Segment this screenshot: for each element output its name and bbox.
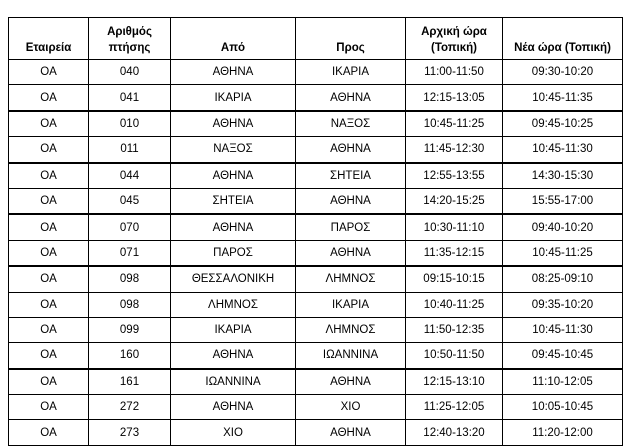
cell-from: ΑΘΗΝΑ [171,214,296,240]
table-row [9,420,623,445]
cell-flight-number: 098 [89,266,171,292]
cell-flight-number: 161 [89,369,171,395]
cell-new-time: 09:45-10:45 [503,343,623,369]
cell-flight-number: 010 [89,111,171,137]
table-row [9,395,623,420]
cell-from: ΧΙΟ [171,420,296,445]
cell-airline: OA [9,60,89,85]
header-new-time [503,18,623,60]
cell-from: ΑΘΗΝΑ [171,343,296,369]
header-original-time-line1: Αρχική ώρα [421,26,487,38]
cell-original-time: 12:40-13:20 [406,420,503,445]
table-row [9,214,623,240]
table-row [9,292,623,317]
cell-from: ΝΑΞΟΣ [171,137,296,163]
table-row [9,163,623,189]
table-body [9,60,623,446]
cell-new-time: 10:45-11:35 [503,85,623,111]
cell-airline: OA [9,266,89,292]
cell-airline: OA [9,317,89,342]
header-original-time-line2: (Τοπική) [431,42,477,54]
cell-new-time: 10:45-11:25 [503,240,623,266]
header-airline-label: Εταιρεία [25,42,72,54]
cell-original-time: 11:45-12:30 [406,137,503,163]
cell-from: ΛΗΜΝΟΣ [171,292,296,317]
cell-original-time: 10:30-11:10 [406,214,503,240]
cell-from: ΙΚΑΡΙΑ [171,85,296,111]
cell-original-time: 12:15-13:10 [406,369,503,395]
cell-from: ΙΩΑΝΝΙΝΑ [171,369,296,395]
cell-from: ΑΘΗΝΑ [171,163,296,189]
cell-to: ΑΘΗΝΑ [296,85,406,111]
table-row [9,317,623,342]
header-to [296,18,406,60]
cell-airline: OA [9,292,89,317]
cell-from: ΑΘΗΝΑ [171,60,296,85]
cell-original-time: 10:40-11:25 [406,292,503,317]
cell-to: ΛΗΜΝΟΣ [296,266,406,292]
table-row [9,137,623,163]
cell-from: ΑΘΗΝΑ [171,395,296,420]
cell-flight-number: 011 [89,137,171,163]
header-airline [9,18,89,60]
cell-new-time: 15:55-17:00 [503,188,623,214]
cell-new-time: 11:10-12:05 [503,369,623,395]
table-row [9,188,623,214]
cell-to: ΑΘΗΝΑ [296,240,406,266]
cell-original-time: 10:45-11:25 [406,111,503,137]
header-new-time-label: Νέα ώρα (Τοπική) [514,42,611,54]
table-row [9,111,623,137]
cell-to: ΧΙΟ [296,395,406,420]
cell-original-time: 11:50-12:35 [406,317,503,342]
cell-flight-number: 044 [89,163,171,189]
cell-new-time: 10:45-11:30 [503,137,623,163]
table-header [9,18,623,60]
cell-flight-number: 070 [89,214,171,240]
cell-flight-number: 272 [89,395,171,420]
cell-airline: OA [9,343,89,369]
table-row [9,60,623,85]
cell-airline: OA [9,395,89,420]
cell-new-time: 09:35-10:20 [503,292,623,317]
table-row [9,266,623,292]
cell-to: ΙΚΑΡΙΑ [296,60,406,85]
cell-to: ΙΩΑΝΝΙΝΑ [296,343,406,369]
cell-original-time: 11:25-12:05 [406,395,503,420]
cell-new-time: 09:40-10:20 [503,214,623,240]
cell-new-time: 10:45-11:30 [503,317,623,342]
cell-to: ΝΑΞΟΣ [296,111,406,137]
cell-airline: OA [9,214,89,240]
header-to-label: Προς [336,42,365,54]
cell-flight-number: 040 [89,60,171,85]
cell-original-time: 12:15-13:05 [406,85,503,111]
table-row [9,369,623,395]
cell-airline: OA [9,85,89,111]
cell-to: ΑΘΗΝΑ [296,188,406,214]
cell-original-time: 10:50-11:50 [406,343,503,369]
table-row [9,85,623,111]
header-flight-number-line1: Αριθμός [107,26,152,38]
table-row [9,343,623,369]
cell-new-time: 14:30-15:30 [503,163,623,189]
cell-from: ΠΑΡΟΣ [171,240,296,266]
cell-to: ΑΘΗΝΑ [296,137,406,163]
cell-to: ΣΗΤΕΙΑ [296,163,406,189]
cell-original-time: 09:15-10:15 [406,266,503,292]
cell-flight-number: 273 [89,420,171,445]
cell-flight-number: 098 [89,292,171,317]
cell-flight-number: 160 [89,343,171,369]
cell-airline: OA [9,137,89,163]
cell-to: ΛΗΜΝΟΣ [296,317,406,342]
cell-to: ΑΘΗΝΑ [296,369,406,395]
cell-new-time: 09:30-10:20 [503,60,623,85]
cell-original-time: 14:20-15:25 [406,188,503,214]
cell-new-time: 10:05-10:45 [503,395,623,420]
header-original-time [406,18,503,60]
cell-original-time: 12:55-13:55 [406,163,503,189]
cell-from: ΘΕΣΣΑΛΟΝΙΚΗ [171,266,296,292]
header-flight-number [89,18,171,60]
table-row [9,240,623,266]
cell-from: ΙΚΑΡΙΑ [171,317,296,342]
cell-to: ΙΚΑΡΙΑ [296,292,406,317]
cell-new-time: 11:20-12:00 [503,420,623,445]
cell-airline: OA [9,420,89,445]
cell-flight-number: 045 [89,188,171,214]
cell-new-time: 08:25-09:10 [503,266,623,292]
header-from-label: Από [220,42,246,54]
cell-airline: OA [9,163,89,189]
flight-schedule-table [8,17,623,446]
cell-to: ΑΘΗΝΑ [296,420,406,445]
cell-airline: OA [9,111,89,137]
cell-flight-number: 099 [89,317,171,342]
cell-airline: OA [9,188,89,214]
cell-flight-number: 041 [89,85,171,111]
cell-from: ΑΘΗΝΑ [171,111,296,137]
cell-to: ΠΑΡΟΣ [296,214,406,240]
header-from [171,18,296,60]
cell-original-time: 11:00-11:50 [406,60,503,85]
cell-from: ΣΗΤΕΙΑ [171,188,296,214]
cell-flight-number: 071 [89,240,171,266]
header-flight-number-line2: πτήσης [108,42,151,54]
cell-airline: OA [9,240,89,266]
header-row [9,18,623,60]
cell-new-time: 09:45-10:25 [503,111,623,137]
cell-airline: OA [9,369,89,395]
cell-original-time: 11:35-12:15 [406,240,503,266]
